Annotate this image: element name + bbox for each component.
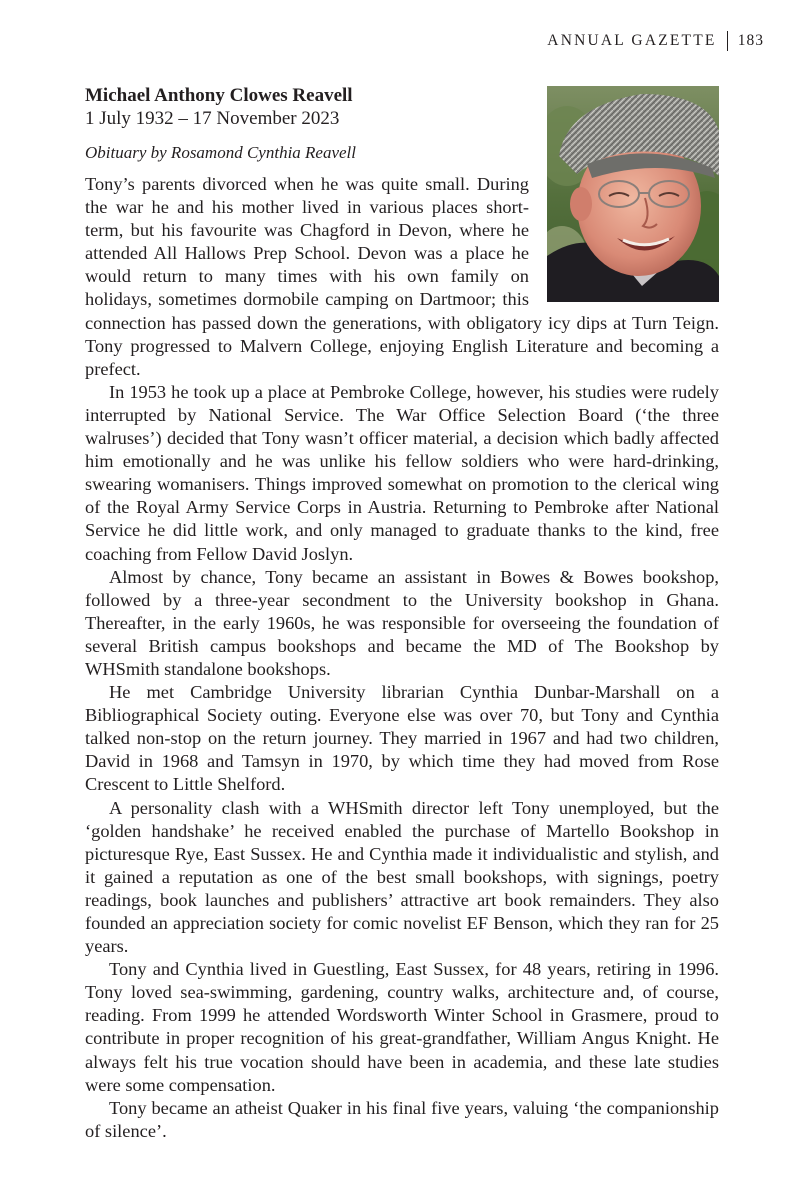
paragraph: In 1953 he took up a place at Pembroke College, however, his studies were rudely interrupted by National Service. The War Office Selection Board (‘the three walruses’) decided that Tony wasn’t officer material, a decision which badly affected him emotionally and he was unlike his fellow soldiers who were hard-drinking, swearing womanisers. Things improved somewhat on promotion to the clerical wing of the Royal Army Service Corps in Austria. Returning to Pembroke after National Service he did little work, and only managed to graduate thanks to the kind, free coaching from Fellow David Joslyn. [85,381,719,564]
paragraph: He met Cambridge University librarian Cynthia Dunbar-Marshall on a Bibliographical Society outing. Everyone else was over 70, but Tony and Cynthia talked non-stop on the return journey. They married in 1967 and had two children, David in 1968 and Tamsyn in 1970, by which time they had moved from Rose Crescent to Little Shelford. [85,682,719,795]
obituary-byline: Obituary by Rosamond Cynthia Reavell [85,143,357,162]
obituary-body [85,173,719,1143]
paragraph: Tony’s parents divorced when he was quite small. During the war he and his mother lived in various places short-term, but his favourite was Chagford in Devon, where he attended All Hallows Prep School. Devon was a place he would return to many times with his own family on holidays, sometimes dormobile camping on Dartmoor; this connection has passed down the generations, with obligatory icy dips at Turn Teign. Tony progressed to Malvern College, enjoying English Literature and becoming a prefect. [85,174,719,379]
paragraph: A personality clash with a WHSmith director left Tony unemployed, but the ‘golden handshake’ he received enabled the purchase of Martello Bookshop in picturesque Rye, East Sussex. He and Cynthia made it individualistic and stylish, and it gained a reputation as one of the best small bookshops, with signings, poetry readings, book launches and publishers’ attractive art book remainders. They also founded an appreciation society for comic novelist EF Benson, which they ran for 25 years. [85,797,719,957]
obituary-dates: 1 July 1932 – 17 November 2023 [85,108,340,129]
header-divider [727,31,728,51]
obituary-name: Michael Anthony Clowes Reavell [85,85,353,106]
paragraph: Tony became an atheist Quaker in his final five years, valuing ‘the companionship of silence’. [85,1097,719,1141]
page-number: 183 [737,32,764,49]
obituary-article [85,84,719,1143]
running-head [547,31,764,51]
running-title: ANNUAL GAZETTE [547,32,717,49]
portrait-photo [547,86,719,302]
paragraph: Almost by chance, Tony became an assistant in Bowes & Bowes bookshop, followed by a three-year secondment to the University bookshop in Ghana. Thereafter, in the early 1960s, he was responsible for overseeing the foundation of several British campus bookshops and became the MD of The Bookshop by WHSmith standalone bookshops. [85,566,719,679]
portrait-illustration [547,86,719,302]
paragraph: Tony and Cynthia lived in Guestling, East Sussex, for 48 years, retiring in 1996. Tony loved sea-swimming, gardening, country walks, architecture and, of course, reading. From 1999 he attended Wordsworth Winter School in Grasmere, proud to contribute in proper recognition of his great-grandfather, William Angus Knight. He always felt his true vocation should have been in academia, and these late studies were some compensation. [85,959,719,1095]
